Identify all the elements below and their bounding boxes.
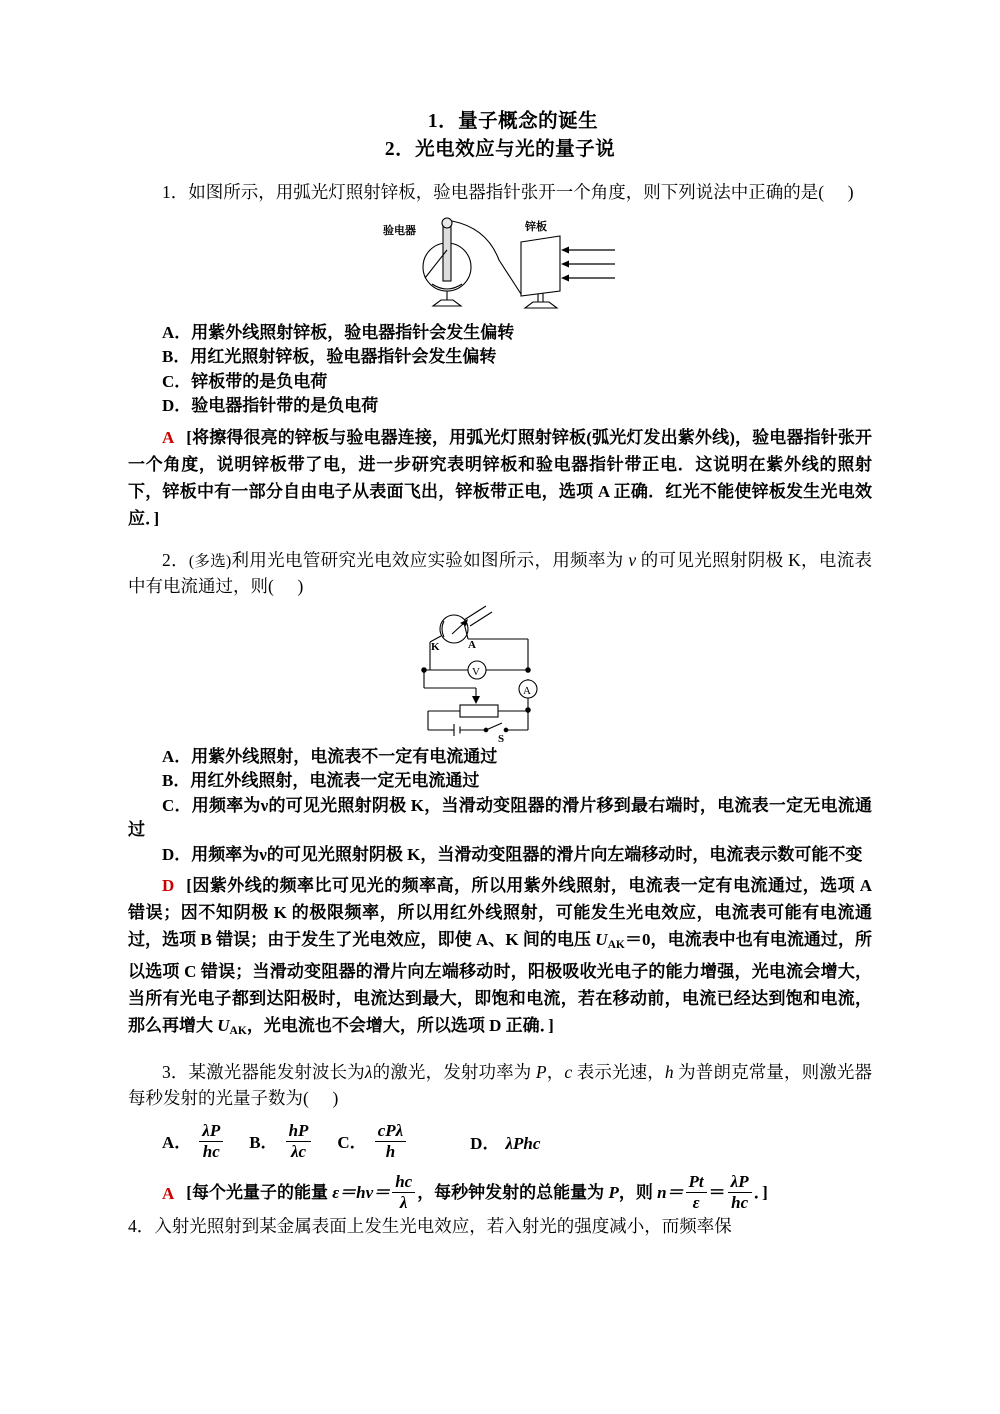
question-4-stem: 4．入射光照射到某金属表面上发生光电效应，若入射光的强度减小，而频率保 [128,1215,732,1236]
anode-label-A: A [468,638,476,651]
choice-3-D[interactable] [470,1129,540,1154]
question-1-answer [128,424,872,532]
voltmeter-label: V [472,665,480,678]
question-2-number: 2． [162,549,189,570]
choice-3-A[interactable] [162,1121,225,1160]
page-content [128,108,872,1239]
question-2-frequency-symbol: ν [628,549,637,570]
option-2-C[interactable]: C．用频率为ν的可见光照射阴极 K，当滑动变阻器的滑片移到最右端时，电流表一定无电流通过 [128,795,872,839]
question-3-choices [128,1121,872,1167]
option-1-C[interactable]: C．锌板带的是负电荷 [162,371,328,391]
question-1-text: 如图所示，用弧光灯照射锌板，验电器指针张开一个角度，则下列说法中正确的是( [188,182,825,202]
answer-2-part1: [因紫外线的频率比可见光的频率高，所以用紫外线照射，电流表一定有电流通过，选项 A 错误；因不知阴极 K 的极限频率，所以用红外线照射，可能发生光电效应，电流表可能有电流通过，选项 B 错误；由于发生了光电效应，即使 A、K 间的电压 [128,876,872,949]
title-line-1: 1．量子概念的诞生 [427,111,599,132]
answer-3-frac1-numerator: hc [395,1172,413,1192]
question-3-symbol-h: h [664,1062,674,1083]
answer-3-part1: [每个光量子的能量 [186,1183,333,1203]
choice-3-B-fraction [286,1121,312,1160]
choice-3-D-label: D． [470,1133,500,1153]
question-3-lambda: λ [364,1062,373,1083]
answer-3-fraction-hc-lambda [392,1172,415,1211]
question-3-number: 3． [162,1062,189,1083]
question-1-paren-close: ) [847,182,854,202]
electroscope-zinc-plate-diagram [375,212,625,312]
answer-2-part3: ，光电流也不会增大，所以选项 D 正确．] [246,1016,554,1036]
question-3-answer [128,1172,872,1211]
question-2-options [128,745,872,868]
option-1-A[interactable]: A．用紫外线照射锌板，验电器指针会发生偏转 [162,322,515,342]
answer-2-subscript-AK2: AK [229,1024,247,1038]
answer-2-symbol-U2: U [217,1016,230,1036]
photoelectric-tube-circuit-diagram [420,606,580,745]
title-line-2: 2．光电效应与光的量子说 [384,139,616,160]
choice-3-A-fraction [199,1121,223,1160]
question-3-text-part3: ， [546,1062,565,1083]
choice-3-A-label: A． [162,1132,192,1152]
answer-2-symbol-U1: U [595,930,608,949]
choice-3-B-label: B． [249,1132,278,1152]
electroscope-label: 验电器 [383,224,416,237]
question-3-text-part1: 某激光器能发射波长为 [188,1062,365,1083]
choice-3-C[interactable] [337,1121,408,1160]
answer-3-symbol-P: P [608,1183,619,1203]
switch-label-S: S [498,732,505,745]
choice-3-C-fraction [375,1121,406,1160]
answer-2-subscript-AK1: AK [607,938,625,952]
answer-3-frac2-denominator: ε [686,1192,707,1212]
option-2-D[interactable]: D．用频率为ν的可见光照射阴极 K，当滑动变阻器的滑片向左端移动时，电流表示数可能不变 [162,844,863,864]
page-title [128,108,872,164]
answer-3-n-expression: n＝ [657,1183,684,1203]
option-2-B[interactable]: B．用红外线照射，电流表一定无电流通过 [162,771,480,790]
answer-3-frac2-numerator: Pt [688,1172,704,1192]
option-2-A[interactable]: A．用紫外线照射，电流表不一定有电流通过 [162,746,498,766]
choice-3-A-numerator: λP [202,1121,221,1141]
answer-3-equals: ＝ [708,1183,726,1203]
answer-3-part3: ，则 [618,1183,658,1203]
choice-3-B-denominator: λc [286,1141,312,1161]
answer-2-part2: ＝0，电流表中也有电流通过，所以选项 C 错误；当滑动变阻器的滑片向左端移动时，阳极吸收光电子的能力增强，光电流会增大，当所有光电子都到达阳极时，电流达到最大，即饱和电流，若在移动前，电流已经达到饱和电流，那么再增大 [128,930,873,1036]
answer-3-fraction-Pt-eps [686,1172,707,1211]
answer-3-part2: ，每秒钟发射的总能量为 [417,1183,609,1203]
option-1-D[interactable]: D．验电器指针带的是负电荷 [162,396,379,415]
question-3-text-part4: 表示光速， [572,1062,665,1083]
question-2-answer [128,872,872,1044]
ammeter-label: A [523,684,531,697]
option-1-B[interactable]: B．用红光照射锌板，验电器指针会发生偏转 [162,347,497,366]
answer-1-explanation: [将擦得很亮的锌板与验电器连接，用弧光灯照射锌板(弧光灯发出紫外线)，验电器指针张开一个角度，说明锌板带了电，进一步研究表明锌板和验电器指针带正电．这说明在紫外线的照射下，锌板中有一部分自由电子从表面飞出，锌板带正电，选项 A 正确．红光不能使锌板发生光电效应．] [128,427,872,528]
answer-3-frac3-numerator: λP [730,1172,749,1192]
question-3-text-part2: 的激光，发射功率为 [372,1062,536,1083]
cathode-label-K: K [431,640,440,653]
question-1-figure [128,212,872,317]
choice-3-B-numerator: hP [288,1121,309,1141]
zinc-plate-label: 锌板 [525,220,547,233]
question-1-options [128,321,872,419]
answer-2-letter: D [162,876,175,895]
question-2-text-part1: 利用光电管研究光电效应实验如图所示，用频率为 [231,549,629,570]
choice-3-C-denominator: h [375,1141,406,1161]
answer-3-frac1-denominator: λ [392,1192,415,1212]
question-3-stem [128,1060,872,1111]
question-1-stem [128,180,872,206]
choice-3-D-expression: λPhc [505,1133,541,1153]
answer-3-frac3-denominator: hc [728,1192,752,1212]
answer-3-fraction-lambdaP-hc [728,1172,752,1211]
question-2-paren-close: ) [297,576,304,596]
choice-3-A-denominator: hc [199,1141,223,1161]
question-3-paren-close: ) [332,1087,339,1108]
question-2-multi-tag: (多选) [188,552,232,570]
answer-3-energy-expression: ε＝hν＝ [332,1183,391,1203]
question-1-number: 1． [162,182,189,202]
question-2-figure [128,606,872,745]
question-3-symbol-c: c [564,1062,573,1083]
answer-1-letter: A [162,427,175,447]
choice-3-B[interactable] [249,1121,313,1160]
question-3-symbol-P: P [535,1062,547,1083]
choice-3-C-numerator: cPλ [377,1121,404,1141]
choice-3-C-label: C． [337,1132,367,1152]
question-3-text-part5: 为普朗克常量，则激光器每秒发射的光量子数为( [128,1062,873,1108]
answer-3-letter: A [162,1183,175,1203]
question-2-stem [128,548,872,600]
question-2-text-part2: 的可见光照射阴极 K，电流表中有电流通过，则( [128,549,873,596]
answer-3-part4: ．] [753,1183,768,1203]
